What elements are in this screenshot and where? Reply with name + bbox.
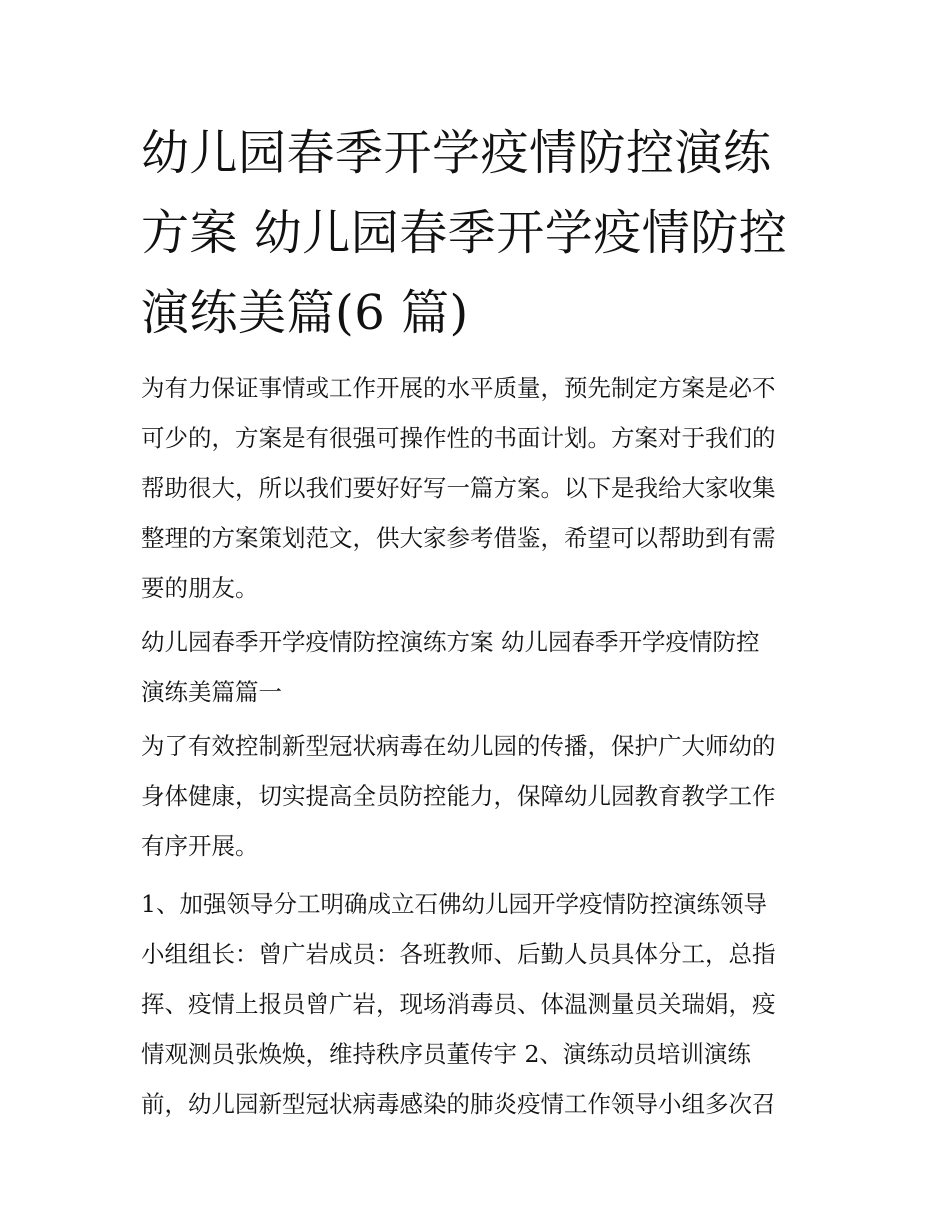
title-line: 演练美篇(6 篇) <box>141 285 469 341</box>
text-line: 身体健康，切实提高全员防控能力，保障幼儿园教育教学工作 <box>141 782 776 810</box>
title-line: 方案 幼儿园春季开学疫情防控 <box>141 205 788 261</box>
purpose-paragraph <box>141 721 821 871</box>
text-line: 可少的，方案是有很强可操作性的书面计划。方案对于我们的 <box>141 424 776 452</box>
text-line: 演练美篇篇一 <box>141 678 282 706</box>
text-line: 要的朋友。 <box>141 574 259 602</box>
section-subheading <box>141 617 821 717</box>
text-line: 整理的方案策划范文，供大家参考借鉴，希望可以帮助到有需 <box>141 524 776 552</box>
text-line: 挥、疫情上报员曾广岩，现场消毒员、体温测量员关瑞娟，疫 <box>141 990 776 1018</box>
text-line: 情观测员张焕焕，维持秩序员董传宇 2、演练动员培训演练 <box>141 1040 751 1068</box>
text-line: 为有力保证事情或工作开展的水平质量，预先制定方案是必不 <box>141 374 776 402</box>
text-line: 帮助很大，所以我们要好好写一篇方案。以下是我给大家收集 <box>141 474 776 502</box>
text-line: 1、加强领导分工明确成立石佛幼儿园开学疫情防控演练领导 <box>141 890 767 918</box>
text-line: 幼儿园春季开学疫情防控演练方案 幼儿园春季开学疫情防控 <box>141 628 760 656</box>
document-page <box>141 113 821 1129</box>
text-line: 小组组长：曾广岩成员：各班教师、后勤人员具体分工，总指 <box>141 940 776 968</box>
text-line: 为了有效控制新型冠状病毒在幼儿园的传播，保护广大师幼的 <box>141 732 776 760</box>
text-line: 有序开展。 <box>141 832 259 860</box>
text-line: 前，幼儿园新型冠状病毒感染的肺炎疫情工作领导小组多次召 <box>141 1090 776 1118</box>
organization-paragraph <box>141 879 821 1129</box>
intro-paragraph <box>141 363 821 613</box>
title-line: 幼儿园春季开学疫情防控演练 <box>141 125 772 181</box>
document-title <box>141 113 821 353</box>
